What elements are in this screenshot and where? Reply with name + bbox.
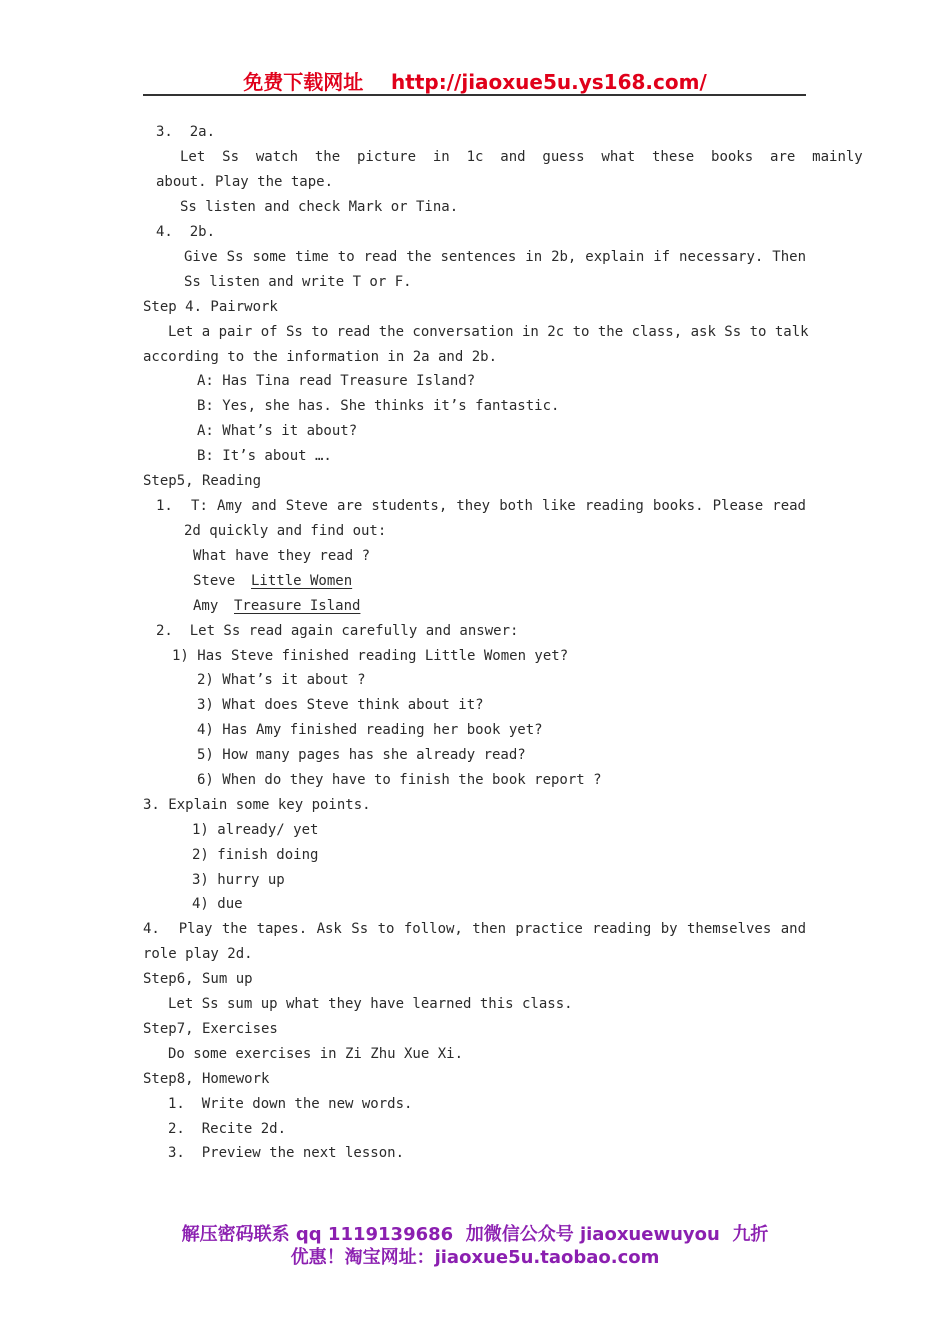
text-line: 3. Explain some key points. (143, 797, 371, 813)
dialogue-line: A: What’s it about? (197, 423, 358, 439)
question-item: 6) When do they have to finish the book report ? (197, 772, 602, 788)
step-heading: Step5, Reading (143, 473, 262, 489)
question-item: 4) Has Amy finished reading her book yet? (197, 722, 543, 738)
homework-item: 2. Recite 2d. (168, 1121, 287, 1137)
text-line: Let Ss sum up what they have learned this class. (168, 996, 573, 1012)
homework-item: 3. Preview the next lesson. (168, 1145, 405, 1161)
text-line: 4. 2b. (156, 224, 216, 240)
header-title: 免费下载网址 http://jiaoxue5u.ys168.com/ (243, 70, 707, 94)
homework-item: 1. Write down the new words. (168, 1096, 413, 1112)
step-heading: Step 4. Pairwork (143, 299, 278, 315)
text-line: Ss listen and write T or F. (184, 274, 412, 290)
key-point: 4) due (192, 896, 243, 912)
dialogue-line: B: It’s about …. (197, 448, 332, 464)
key-point: 2) finish doing (192, 847, 319, 863)
text-line: Ss listen and check Mark or Tina. (180, 199, 459, 215)
footer-line-1: 解压密码联系 qq 1119139686 加微信公众号 jiaoxuewuyou 九折 (181, 1224, 769, 1245)
text-line: 1. T: Amy and Steve are students, they both like reading books. Please read (156, 498, 806, 514)
question-item: 3) What does Steve think about it? (197, 697, 484, 713)
text-line: according to the information in 2a and 2b. (143, 349, 498, 365)
book-title: Treasure Island (234, 598, 361, 614)
text-line: Let a pair of Ss to read the conversation in 2c to the class, ask Ss to talk (168, 324, 809, 340)
book-title: Little Women (251, 573, 353, 589)
dialogue-line: B: Yes, she has. She thinks it’s fantastic. (197, 398, 560, 414)
name-label: Steve (193, 573, 236, 589)
text-line: role play 2d. (143, 946, 253, 962)
text-line: 2. Let Ss read again carefully and answer: (156, 623, 519, 639)
key-point: 3) hurry up (192, 872, 285, 888)
text-line: 4. Play the tapes. Ask Ss to follow, then practice reading by themselves and (143, 921, 806, 937)
step-heading: Step8, Homework (143, 1071, 270, 1087)
text-line: What have they read ? (193, 548, 371, 564)
name-label: Amy (193, 598, 219, 614)
dialogue-line: A: Has Tina read Treasure Island? (197, 373, 476, 389)
text-line: Give Ss some time to read the sentences in 2b, explain if necessary. Then (184, 249, 806, 265)
header-rule (143, 94, 806, 96)
step-heading: Step6, Sum up (143, 971, 253, 987)
question-item: 2) What’s it about ? (197, 672, 366, 688)
text-line: about. Play the tape. (156, 174, 334, 190)
text-line: 2d quickly and find out: (184, 523, 387, 539)
text-line: 3. 2a. (156, 124, 216, 140)
question-item: 1) Has Steve finished reading Little Women yet? (172, 648, 569, 664)
footer-line-2: 优惠！淘宝网址：jiaoxue5u.taobao.com (290, 1247, 660, 1268)
question-item: 5) How many pages has she already read? (197, 747, 526, 763)
key-point: 1) already/ yet (192, 822, 319, 838)
step-heading: Step7, Exercises (143, 1021, 278, 1037)
text-line: Do some exercises in Zi Zhu Xue Xi. (168, 1046, 464, 1062)
text-line: Let Ss watch the picture in 1c and guess what these books are mainly (180, 149, 863, 165)
